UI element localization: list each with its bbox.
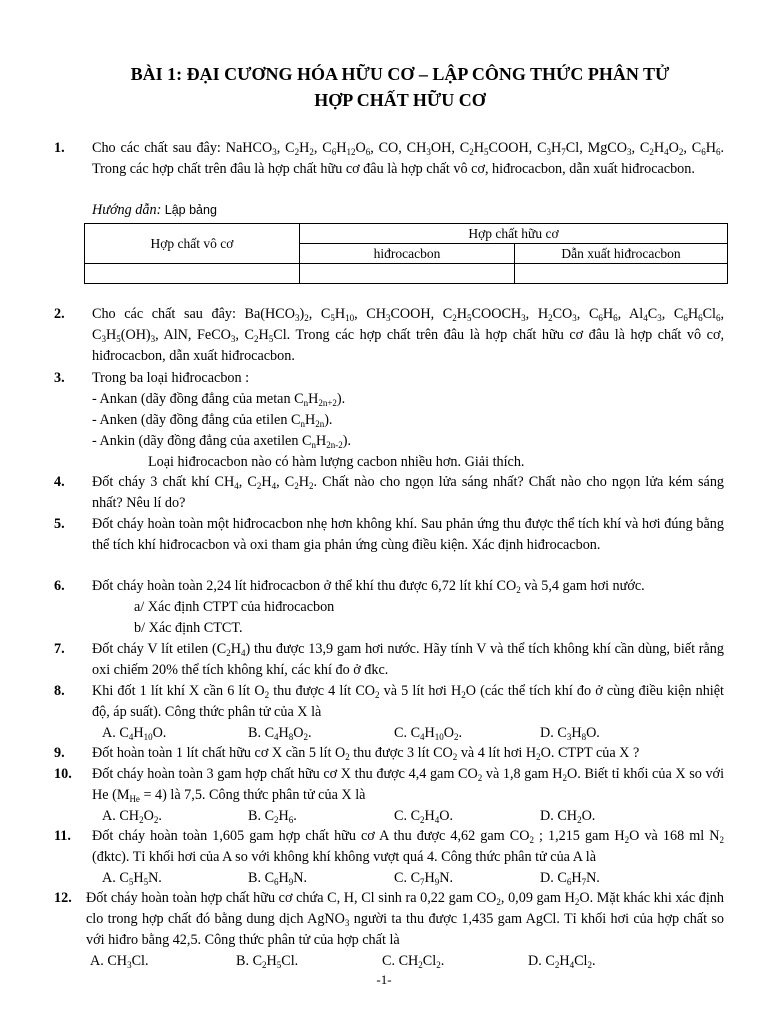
option-c[interactable]: C. $C_7H_9N$. [394,870,454,887]
answer-options [102,868,724,889]
question-number: 8. [54,683,65,699]
header-hydrocarbon: hiđrocacbon [300,244,515,264]
table-cell [300,264,515,284]
header-derivative: Dẫn xuất hiđrocacbon [515,244,728,264]
answer-options [102,723,724,744]
question-10 [54,764,724,827]
question-text: Đốt cháy hoàn toàn 1,605 gam hợp chất hữu cơ A thu được 4,62 gam $CO_2$ ; 1,215 gam $H_2O$ và 168 ml $N_2$ (đktc). Tỉ khối hơi của A so với không khí không vượt quá 4. Công thức phân tử của A là [92,828,724,865]
option-b[interactable]: B. $C_2H_6$. [248,808,297,825]
guide-line [54,200,724,221]
option-a[interactable]: A. $C_5H_5N$. [102,870,162,887]
question-number: 11. [54,828,71,844]
question-number: 7. [54,641,65,657]
question-number: 10. [54,766,72,782]
option-d[interactable]: D. $C_2H_4Cl_2$. [528,953,596,970]
question-4 [54,472,724,514]
option-d[interactable]: D. $C_3H_8O$. [540,725,600,742]
table-cell [515,264,728,284]
question-number: 3. [54,370,65,386]
question-5 [54,514,724,556]
question-text: Đốt cháy hoàn toàn hợp chất hữu cơ chứa C, H, Cl sinh ra 0,22 gam $CO_2$, 0,09 gam $H_2O$. Mặt khác khi xác định clo trong hợp chất đó bằng dung dịch AgNO$_3$ người ta thu được 1,435 gam AgCl. Tỉ khối hơi của hợp chất so với hiđro bằng 42,5. Công thức phân tử của hợp chất là [86,890,724,948]
lesson-subtitle: HỢP CHẤT HỮU CƠ [314,90,486,110]
question-11 [54,826,724,889]
header-inorganic: Hợp chất vô cơ [85,224,300,264]
question-3 [54,368,724,473]
option-a[interactable]: A. $CH_2O_2$. [102,808,162,825]
classification-table [84,223,728,284]
lesson-title: BÀI 1: ĐẠI CƯƠNG HÓA HỮU CƠ – LẬP CÔNG THỨC PHÂN TỬ [130,64,670,84]
question-1 [54,138,724,180]
header-organic: Hợp chất hữu cơ [300,224,728,244]
option-b[interactable]: B. $C_6H_9N$. [248,870,308,887]
question-text: Đốt cháy hoàn toàn 2,24 lít hiđrocacbon ở thể khí thu được 6,72 lít khí $CO_2$ và 5,4 gam hơi nước. a/ Xác định CTPT của hiđrocacbon b/ Xác định CTCT. [92,578,645,636]
question-text: Đốt cháy hoàn toàn 3 gam hợp chất hữu cơ X thu được 4,4 gam $CO_2$ và 1,8 gam $H_2O$. Biết tỉ khối của X so với He $(M_{He} = 4)$ là 7,5. Công thức phân tử của X là [92,766,725,804]
option-c[interactable]: C. $C_4H_{10}O_2$. [394,725,463,742]
question-text: Đốt cháy V lít etilen $(C_2H_4)$ thu được 13,9 gam hơi nước. Hãy tính V và thể tích không khí cần dùng, biết rằng oxi chiếm 20% thể tích không khí, các khí đo ở đkc. [92,641,724,678]
question-number: 4. [54,474,65,490]
question-number: 9. [54,745,65,761]
question-number: 1. [54,140,65,156]
option-a[interactable]: A. $C_4H_{10}O$. [102,725,167,742]
question-text: Đốt cháy hoàn toàn một hiđrocacbon nhẹ hơn không khí. Sau phản ứng thu được thể tích khí và hơi đúng bằng thể tích khí hiđrocacbon và oxi tham gia phản ứng cùng điều kiện. Xác định hiđrocacbon. [92,516,724,553]
question-number: 2. [54,306,65,322]
question-12 [54,888,724,972]
question-text: Cho các chất sau đây: NaHCO$_3$, $C_2H_2$, $C_6H_{12}O_6$, CO, $CH_3OH$, $C_2H_5COOH$, $C_3H_7Cl$, MgCO$_3$, $C_2H_4O_2$, $C_6H_6$. Trong các hợp chất trên đâu là hợp chất hữu cơ đâu là hợp chất vô cơ, hiđrocacbon, dẫn xuất hiđrocacbon. [92,140,725,177]
question-2 [54,304,724,367]
question-text: Đốt cháy 3 chất khí $CH_4$, $C_2H_4$, $C_2H_2$. Chất nào cho ngọn lửa sáng nhất? Chất nào cho ngọn lửa kém sáng nhất? Nêu lí do? [92,474,725,511]
question-9 [54,743,724,764]
guide-text: Lập bảng [161,203,217,217]
option-c[interactable]: C. $CH_2Cl_2$. [382,953,445,970]
answer-options [90,951,724,972]
option-d[interactable]: D. $C_6H_7N$. [540,870,600,887]
question-number: 12. [54,890,72,906]
question-8 [54,681,724,744]
question-text: Khi đốt 1 lít khí X cần 6 lít $O_2$ thu được 4 lít $CO_2$ và 5 lít hơi $H_2O$ (các thể tích khí đo ở cùng điều kiện nhiệt độ, áp suất). Công thức phân tử của X là [92,683,724,720]
question-text: Đốt hoàn toàn 1 lít chất hữu cơ X cần 5 lít $O_2$ thu được 3 lít $CO_2$ và 4 lít hơi $H_2O$. CTPT của X ? [92,745,640,762]
question-text: Trong ba loại hiđrocacbon : - Ankan (dãy đồng đẳng của metan $C_nH_{2n+2}$). - Anken (dãy đồng đẳng của etilen $C_nH_{2n}$). - Ankin (dãy đồng đẳng của axetilen $C_nH_{2n-2}$). Loại hiđrocacbon nào có hàm lượng cacbon nhiều hơn. Giải thích. [92,370,525,470]
guide-label: Hướng dẫn: [92,202,162,218]
option-b[interactable]: B. $C_4H_8O_2$. [248,725,312,742]
question-6 [54,576,724,639]
question-text: Cho các chất sau đây: $Ba(HCO_3)_2$, $C_5H_{10}$, $CH_3COOH$, $C_2H_5COOCH_3$, $H_2CO_3$, $C_6H_6$, $Al_4C_3$, $C_6H_6Cl_6$, $C_3H_5(OH)_3$, AlN, FeCO$_3$, $C_2H_5Cl$. Trong các hợp chất trên đâu là hợp chất hữu cơ đâu là hợp chất vô cơ, hiđrocacbon, dẫn xuất hiđrocacbon. [92,306,725,364]
option-b[interactable]: B. $C_2H_5Cl$. [236,953,299,970]
answer-options [102,806,724,827]
option-c[interactable]: C. $C_2H_4O$. [394,808,454,825]
question-number: 5. [54,516,65,532]
question-7 [54,639,724,681]
question-number: 6. [54,578,65,594]
page-number: -1- [376,972,392,987]
table-cell [85,264,300,284]
option-d[interactable]: D. $CH_2O$. [540,808,596,825]
option-a[interactable]: A. $CH_3Cl$. [90,953,149,970]
